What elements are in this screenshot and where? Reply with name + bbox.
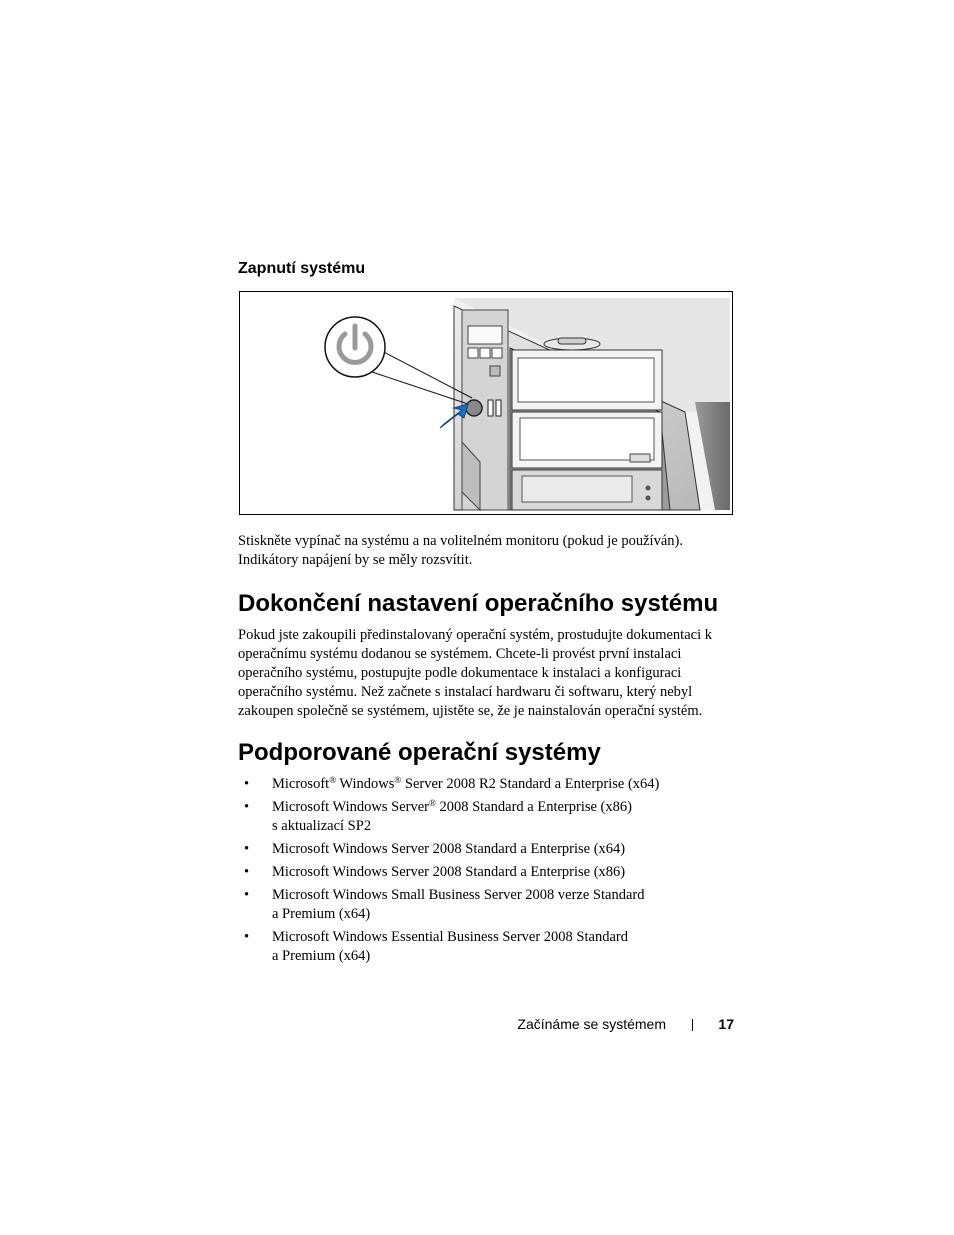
bullet: • bbox=[244, 776, 250, 792]
section-title-power-on: Zapnutí systému bbox=[238, 260, 366, 277]
list-item bbox=[238, 886, 738, 924]
supported-os-list bbox=[238, 775, 738, 966]
power-button-illustration bbox=[239, 291, 733, 515]
heading-supported-os: Podporované operační systémy bbox=[238, 739, 601, 766]
list-item-text: Microsoft Windows Server bbox=[272, 799, 430, 815]
list-item-text: Microsoft Windows Essential Business Server 2008 Standard a Premium (x64) bbox=[272, 929, 628, 964]
footer-divider bbox=[692, 1019, 693, 1031]
list-item-text: Microsoft Windows Server 2008 Standard a Enterprise (x86) bbox=[272, 864, 626, 880]
list-item bbox=[238, 928, 738, 966]
bullet: • bbox=[244, 841, 250, 857]
footer-section-title: Začínáme se systémem bbox=[517, 1016, 666, 1032]
heading-complete-os-setup: Dokončení nastavení operačního systému bbox=[238, 590, 719, 617]
list-item-text: Windows bbox=[336, 776, 395, 792]
bullet: • bbox=[244, 887, 250, 903]
list-item bbox=[238, 863, 738, 882]
list-item-text: Microsoft Windows Server 2008 Standard a Enterprise (x64) bbox=[272, 841, 626, 857]
bullet: • bbox=[244, 929, 250, 945]
page-number: 17 bbox=[718, 1016, 734, 1032]
server-front-panel-drawing bbox=[240, 292, 734, 516]
os-setup-paragraph: Pokud jste zakoupili předinstalovaný operační systém, prostudujte dokumentaci k operačnímu systému dodanou se systémem. Chcete-li provést první instalaci operačního systému, postupujte podle dokumentace k instalaci a konfiguraci operačního systému. Než začnete s instalací hardwaru či softwaru, který nebyl zakoupen společně se systémem, ujistěte se, že je nainstalován operační systém. bbox=[238, 627, 712, 719]
registered-mark: ® bbox=[394, 775, 402, 785]
power-instructions: Stiskněte vypínač na systému a na volitelném monitoru (pokud je používán). Indikátory napájení by se měly rozsvítit. bbox=[238, 533, 683, 568]
list-item bbox=[238, 840, 738, 859]
list-item bbox=[238, 798, 738, 836]
list-item-text: Microsoft Windows Small Business Server 2008 verze Standard a Premium (x64) bbox=[272, 887, 645, 922]
registered-mark: ® bbox=[429, 798, 436, 808]
list-item-text: Server 2008 R2 Standard a Enterprise (x64) bbox=[401, 776, 660, 792]
list-item bbox=[238, 775, 738, 794]
bullet: • bbox=[244, 799, 250, 815]
list-item-text: Microsoft bbox=[272, 776, 330, 792]
list-item-text: 2008 Standard a Enterprise (x86) s aktualizací SP2 bbox=[272, 799, 632, 834]
registered-mark: ® bbox=[329, 775, 337, 785]
bullet: • bbox=[244, 864, 250, 880]
